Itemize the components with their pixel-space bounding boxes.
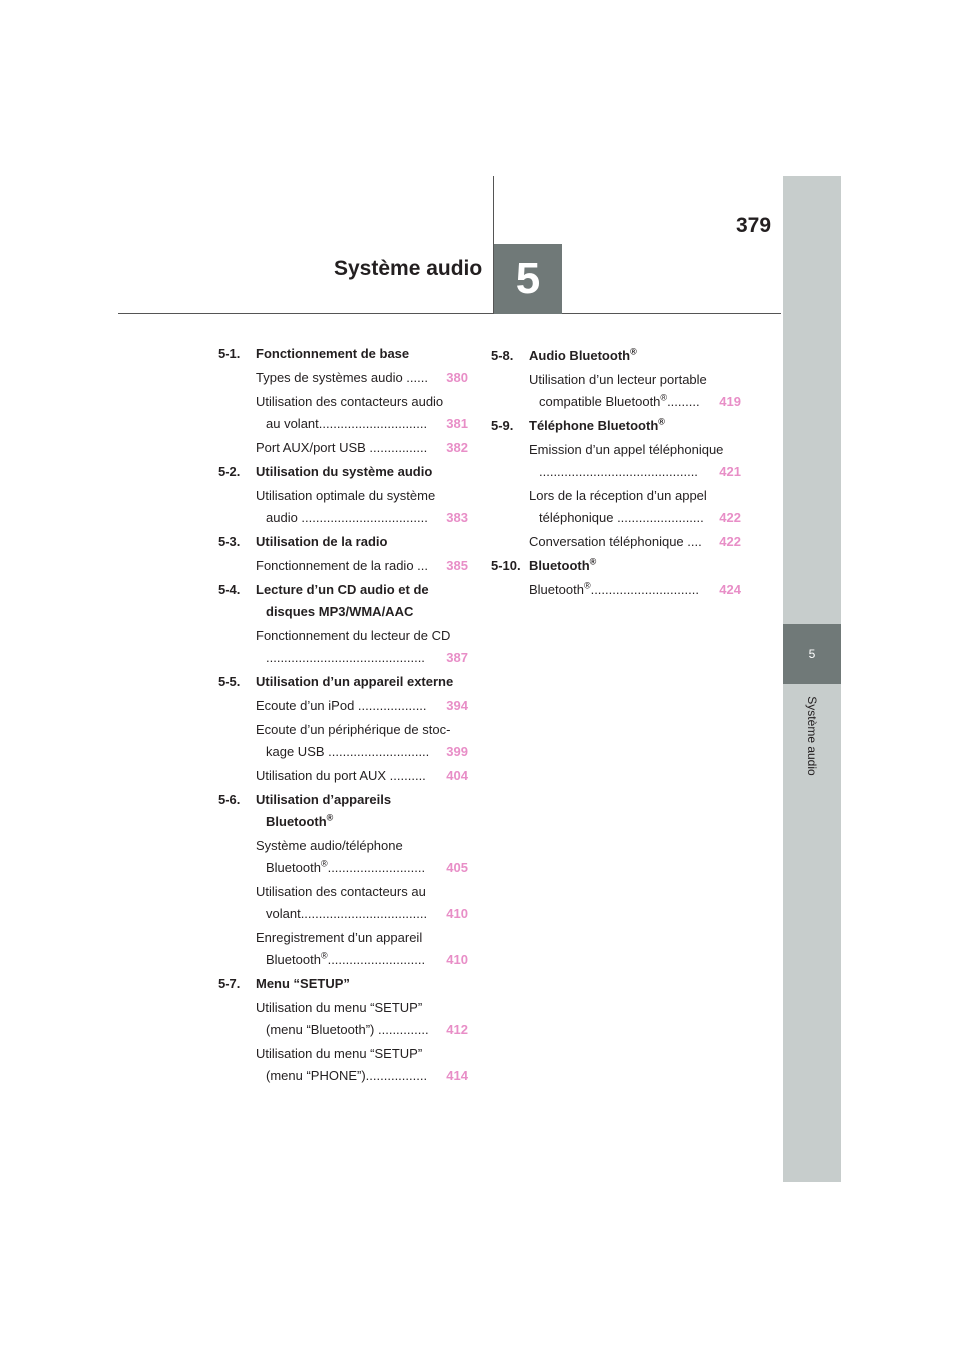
toc-section-heading	[218, 343, 468, 365]
toc-entry[interactable]	[491, 579, 741, 601]
toc-entry-text: téléphonique ........................	[539, 510, 704, 525]
toc-section-title: disques MP3/WMA/AAC	[266, 604, 414, 619]
toc-page-link[interactable]: 412	[446, 1022, 468, 1037]
toc-entry[interactable]	[218, 765, 468, 787]
toc-entry-text: Types de systèmes audio ......	[256, 370, 428, 385]
toc-entry-leader-row	[256, 367, 468, 389]
toc-entry-text: Utilisation optimale du système	[256, 488, 436, 503]
toc-entry-text: (menu “PHONE”).................	[266, 1068, 428, 1083]
toc-page-link[interactable]: 424	[719, 582, 741, 597]
toc-page-link[interactable]: 422	[719, 510, 741, 525]
toc-section-number: 5-8.	[491, 348, 514, 363]
toc-entry-leader-row	[529, 531, 741, 553]
toc-entry-text: Bluetooth®...........................	[266, 858, 426, 875]
toc-page-link[interactable]: 385	[446, 558, 468, 573]
toc-entry-text: compatible Bluetooth®.........	[539, 392, 700, 409]
toc-entry-text: Utilisation du menu “SETUP”	[256, 1000, 423, 1015]
toc-page-link[interactable]: 382	[446, 440, 468, 455]
toc-page-link[interactable]: 419	[719, 394, 741, 409]
toc-section-number: 5-1.	[218, 346, 241, 361]
toc-page-link[interactable]: 404	[446, 768, 468, 783]
toc-entry-text: Enregistrement d’un appareil	[256, 930, 423, 945]
header-horizontal-rule	[118, 313, 781, 314]
toc-entry-leader-row	[529, 391, 741, 413]
toc-entry[interactable]	[218, 485, 468, 529]
toc-section-title: Menu “SETUP”	[256, 976, 350, 991]
toc-section-heading	[491, 345, 741, 367]
toc-entry-leader-row	[256, 1019, 468, 1041]
toc-section-title: Utilisation du système audio	[256, 464, 433, 479]
page-number: 379	[736, 214, 772, 237]
toc-section-heading	[218, 461, 468, 483]
toc-section-heading	[491, 415, 741, 437]
toc-entry[interactable]	[218, 437, 468, 459]
toc-entry-text: Utilisation des contacteurs au	[256, 884, 426, 899]
toc-section-heading	[218, 531, 468, 553]
toc-page-link[interactable]: 381	[446, 416, 468, 431]
toc-entry-leader-row	[256, 647, 468, 669]
toc-entry-leader-row	[256, 1065, 468, 1087]
toc-entry-leader-row	[529, 579, 741, 601]
toc-entry-leader-row	[529, 507, 741, 529]
toc-page-link[interactable]: 394	[446, 698, 468, 713]
toc-entry[interactable]	[218, 927, 468, 971]
toc-page-link[interactable]: 387	[446, 650, 468, 665]
toc-section-heading	[491, 555, 741, 577]
toc-entry-text: Ecoute d’un iPod ...................	[256, 698, 427, 713]
toc-page-link[interactable]: 399	[446, 744, 468, 759]
toc-entry[interactable]	[218, 695, 468, 717]
toc-entry-leader-row	[256, 949, 468, 971]
toc-page-link[interactable]: 414	[446, 1068, 468, 1083]
toc-entry-leader-row	[256, 903, 468, 925]
toc-entry[interactable]	[218, 391, 468, 435]
toc-entry-leader-row	[529, 461, 741, 483]
toc-page-link[interactable]: 410	[446, 952, 468, 967]
chapter-number-box	[494, 244, 562, 314]
side-tab-number-box[interactable]	[783, 624, 841, 684]
toc-entry-text: Port AUX/port USB ................	[256, 440, 428, 455]
side-tab-number: 5	[808, 647, 816, 661]
toc-section-title: Téléphone Bluetooth®	[529, 416, 665, 433]
toc-page-link[interactable]: 405	[446, 860, 468, 875]
toc-entry[interactable]	[218, 367, 468, 389]
toc-left-column	[218, 343, 468, 1089]
chapter-number: 5	[515, 254, 541, 303]
toc-section-title: Lecture d’un CD audio et de	[256, 582, 429, 597]
toc-entry-text: ............................................	[539, 464, 698, 479]
toc-entry-text: Utilisation du menu “SETUP”	[256, 1046, 423, 1061]
toc-section-number: 5-5.	[218, 674, 241, 689]
toc-entry-text: au volant..............................	[266, 416, 428, 431]
toc-entry-leader-row	[256, 695, 468, 717]
toc-entry-text: Emission d’un appel téléphonique	[529, 442, 724, 457]
toc-entry-text: Bluetooth®...........................	[266, 950, 426, 967]
toc-entry[interactable]	[218, 1043, 468, 1087]
toc-section-heading	[218, 579, 468, 623]
toc-section-title: Utilisation de la radio	[256, 534, 388, 549]
toc-entry[interactable]	[218, 719, 468, 763]
toc-section-heading	[218, 671, 468, 693]
toc-section-number: 5-4.	[218, 582, 241, 597]
toc-entry[interactable]	[218, 835, 468, 879]
toc-page-link[interactable]: 410	[446, 906, 468, 921]
toc-section-number: 5-6.	[218, 792, 241, 807]
toc-entry[interactable]	[491, 439, 741, 483]
toc-page-link[interactable]: 422	[719, 534, 741, 549]
toc-entry[interactable]	[491, 485, 741, 529]
toc-entry-leader-row	[256, 507, 468, 529]
toc-entry[interactable]	[218, 555, 468, 577]
toc-section-heading	[218, 789, 468, 833]
toc-entry-text: Fonctionnement de la radio ...	[256, 558, 428, 573]
toc-entry-text: Utilisation des contacteurs audio	[256, 394, 444, 409]
toc-section-number: 5-2.	[218, 464, 241, 479]
toc-section-number: 5-3.	[218, 534, 241, 549]
toc-entry-leader-row	[256, 437, 468, 459]
toc-entry-leader-row	[256, 857, 468, 879]
toc-section-title: Bluetooth®	[529, 556, 597, 573]
toc-entry-text: Lors de la réception d’un appel	[529, 488, 707, 503]
toc-entry[interactable]	[218, 997, 468, 1041]
toc-entry-text: audio ...................................	[266, 510, 428, 525]
toc-page-link[interactable]: 383	[446, 510, 468, 525]
toc-entry-leader-row	[256, 741, 468, 763]
toc-entry-leader-row	[256, 555, 468, 577]
toc-entry-text: Conversation téléphonique ....	[529, 534, 702, 549]
toc-entry[interactable]	[218, 881, 468, 925]
toc-entry-text: Fonctionnement du lecteur de CD	[256, 628, 451, 643]
toc-page-link[interactable]: 421	[719, 464, 741, 479]
toc-entry-text: ............................................	[266, 650, 425, 665]
toc-entry-leader-row	[256, 765, 468, 787]
toc-section-title: Bluetooth®	[266, 812, 334, 829]
toc-entry-text: Utilisation du port AUX ..........	[256, 768, 426, 783]
toc-section-title: Fonctionnement de base	[256, 346, 410, 361]
toc-section-title: Utilisation d’un appareil externe	[256, 674, 454, 689]
toc-page-link[interactable]: 380	[446, 370, 468, 385]
toc-entry-text: Utilisation d’un lecteur portable	[529, 372, 707, 387]
toc-entry-text: volant...................................	[266, 906, 428, 921]
toc-entry-text: Système audio/téléphone	[256, 838, 403, 853]
toc-section-number: 5-10.	[491, 558, 521, 573]
toc-entry-leader-row	[256, 413, 468, 435]
toc-entry-text: kage USB ............................	[266, 744, 430, 759]
toc-section-heading	[218, 973, 468, 995]
toc-entry[interactable]	[491, 531, 741, 553]
toc-entry-text: Ecoute d’un périphérique de stoc-	[256, 722, 451, 737]
toc-right-column	[491, 345, 741, 603]
toc-entry[interactable]	[218, 625, 468, 669]
toc-entry-text: Bluetooth®..............................	[529, 580, 699, 597]
toc-section-number: 5-9.	[491, 418, 514, 433]
toc-entry[interactable]	[491, 369, 741, 413]
toc-section-title: Utilisation d’appareils	[256, 792, 392, 807]
toc-section-number: 5-7.	[218, 976, 241, 991]
toc-section-title: Audio Bluetooth®	[529, 346, 637, 363]
toc-entry-text: (menu “Bluetooth”) ..............	[266, 1022, 429, 1037]
chapter-title: Système audio	[334, 257, 483, 280]
side-tab-label: Système audio	[805, 696, 819, 776]
